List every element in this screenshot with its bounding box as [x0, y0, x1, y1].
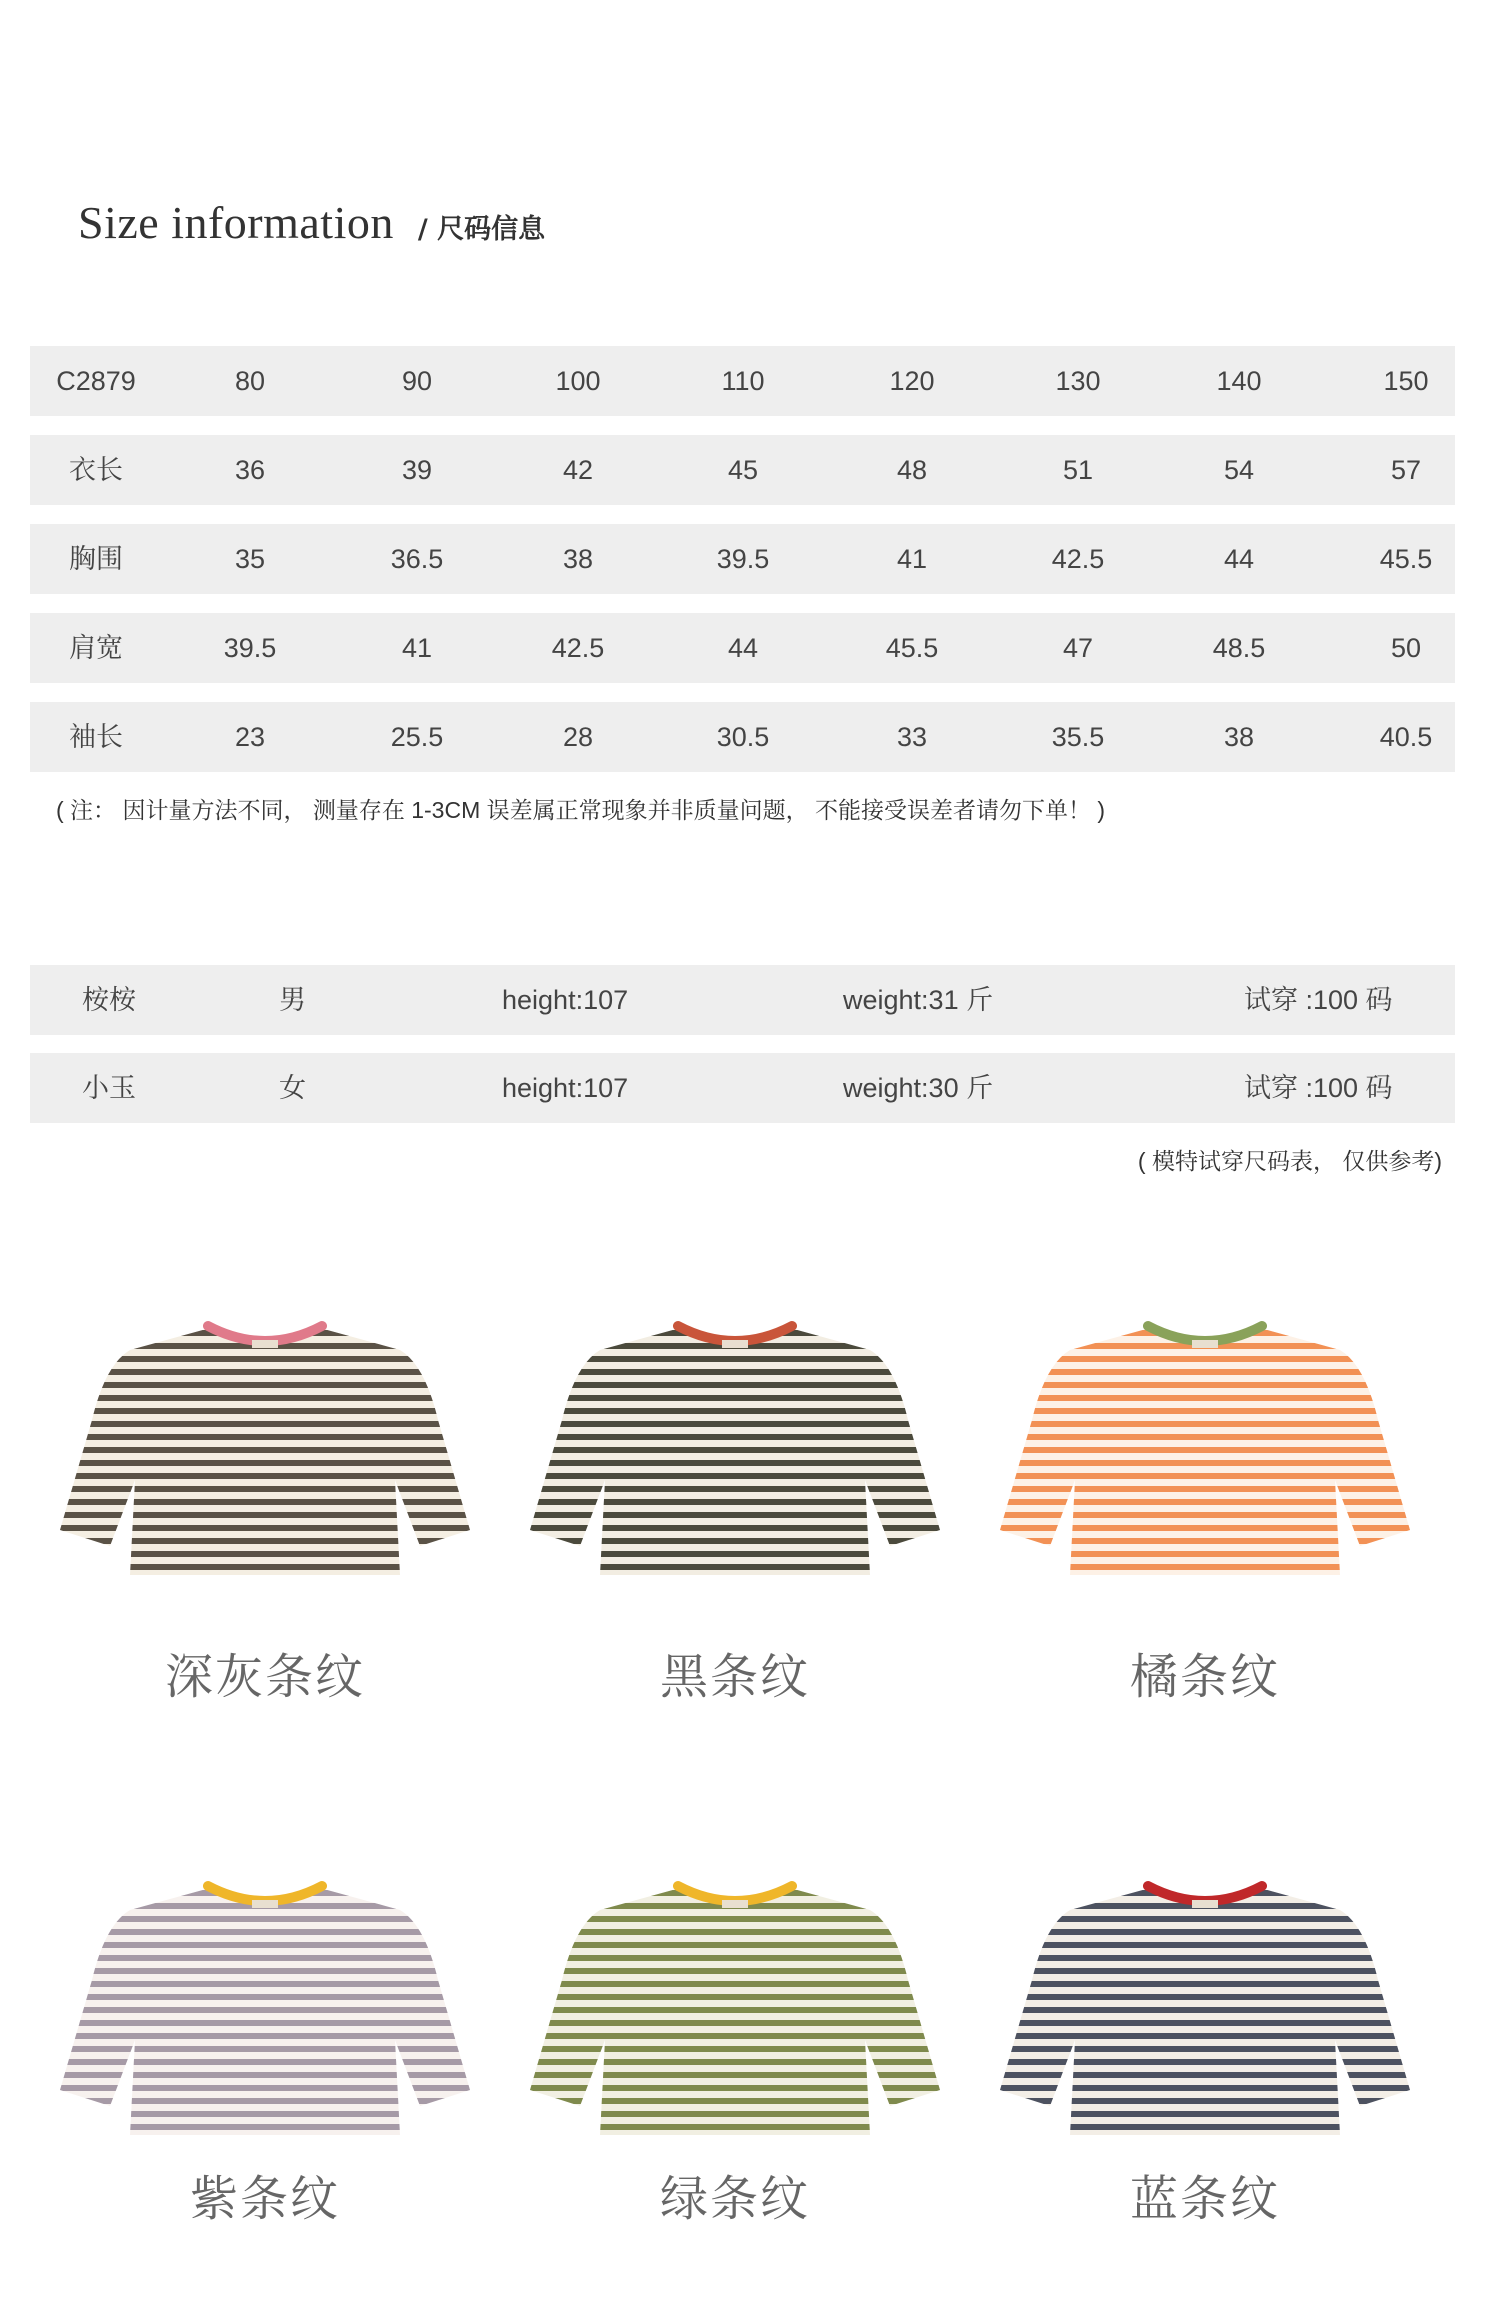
size-table-row — [30, 524, 1455, 594]
model-table-row — [30, 965, 1455, 1035]
size-cell: 50 — [1390, 633, 1422, 663]
product-card[interactable] — [970, 1870, 1440, 2227]
model-gender: 女 — [279, 1073, 306, 1103]
size-cell: 51 — [1062, 455, 1094, 485]
title-chinese: / 尺码信息 — [417, 214, 546, 245]
size-cell: 38 — [562, 544, 594, 574]
size-cell: 38 — [1223, 722, 1255, 752]
size-cell: 80 — [234, 366, 266, 396]
size-cell: 130 — [1055, 366, 1101, 396]
product-card[interactable] — [500, 1310, 970, 1705]
size-row-label: C2879 — [56, 366, 136, 396]
product-card[interactable] — [500, 1870, 970, 2227]
size-cell: 42.5 — [1051, 544, 1105, 574]
size-table-row — [30, 613, 1455, 683]
product-color-label: 绿条纹 — [659, 2171, 810, 2227]
size-cell: 42 — [562, 455, 594, 485]
size-table — [30, 346, 1455, 791]
model-height: height:107 — [502, 1073, 629, 1103]
model-table-row — [30, 1053, 1455, 1123]
size-row-label: 肩宽 — [69, 633, 123, 663]
size-cell: 90 — [401, 366, 433, 396]
size-cell: 120 — [889, 366, 935, 396]
size-row-label: 胸围 — [69, 544, 123, 574]
size-cell: 36.5 — [390, 544, 444, 574]
size-table-row — [30, 435, 1455, 505]
striped-shirt-image — [1000, 1310, 1410, 1600]
size-cell: 110 — [721, 366, 765, 396]
size-cell: 45 — [727, 455, 759, 485]
size-cell: 23 — [234, 722, 266, 752]
size-cell: 140 — [1216, 366, 1262, 396]
size-cell: 35.5 — [1051, 722, 1105, 752]
product-color-label: 橘条纹 — [1129, 1649, 1280, 1705]
size-cell: 39.5 — [716, 544, 770, 574]
size-row-label: 衣长 — [69, 455, 123, 485]
model-weight: weight:30 斤 — [843, 1073, 994, 1103]
size-cell: 25.5 — [390, 722, 444, 752]
model-fit: 试穿 :100 码 — [1244, 1073, 1393, 1103]
size-cell: 45.5 — [885, 633, 939, 663]
size-cell: 44 — [1223, 544, 1255, 574]
product-color-label: 蓝条纹 — [1129, 2171, 1280, 2227]
size-cell: 33 — [896, 722, 928, 752]
model-table — [30, 965, 1455, 1141]
size-cell: 36 — [234, 455, 266, 485]
size-cell: 47 — [1062, 633, 1094, 663]
size-row-label: 袖长 — [69, 722, 123, 752]
size-cell: 100 — [555, 366, 601, 396]
model-name: 桉桉 — [82, 985, 136, 1015]
product-color-label: 深灰条纹 — [164, 1649, 365, 1705]
size-cell: 30.5 — [716, 722, 770, 752]
model-name: 小玉 — [82, 1073, 136, 1103]
size-table-row — [30, 702, 1455, 772]
model-table-note: ( 模特试穿尺码表， 仅供参考) — [1137, 1148, 1442, 1174]
striped-shirt-image — [530, 1870, 940, 2160]
size-cell: 28 — [562, 722, 594, 752]
product-card[interactable] — [30, 1870, 500, 2227]
striped-shirt-image — [60, 1870, 470, 2160]
striped-shirt-image — [530, 1310, 940, 1600]
size-cell: 41 — [401, 633, 433, 663]
title-english: Size information — [78, 197, 394, 248]
model-fit: 试穿 :100 码 — [1244, 985, 1393, 1015]
size-cell: 39.5 — [223, 633, 277, 663]
product-color-label: 紫条纹 — [189, 2171, 340, 2227]
size-table-row — [30, 346, 1455, 416]
model-height: height:107 — [502, 985, 629, 1015]
size-cell: 35 — [234, 544, 266, 574]
size-cell: 48.5 — [1212, 633, 1266, 663]
product-card[interactable] — [30, 1310, 500, 1705]
size-cell: 54 — [1223, 455, 1255, 485]
size-cell: 44 — [727, 633, 759, 663]
model-weight: weight:31 斤 — [843, 985, 994, 1015]
size-cell: 57 — [1390, 455, 1422, 485]
size-cell: 45.5 — [1379, 544, 1433, 574]
size-cell: 150 — [1383, 366, 1429, 396]
size-cell: 40.5 — [1379, 722, 1433, 752]
size-cell: 39 — [401, 455, 433, 485]
size-table-note: ( 注： 因计量方法不同， 测量存在 1-3CM 误差属正常现象并非质量问题， 不能接受误差者请勿下单！ ) — [56, 797, 1106, 823]
product-color-label: 黑条纹 — [659, 1649, 810, 1705]
size-cell: 48 — [896, 455, 928, 485]
striped-shirt-image — [1000, 1870, 1410, 2160]
model-gender: 男 — [279, 985, 306, 1015]
product-card[interactable] — [970, 1310, 1440, 1705]
striped-shirt-image — [60, 1310, 470, 1600]
size-cell: 42.5 — [551, 633, 605, 663]
size-info-title — [78, 196, 545, 249]
size-cell: 41 — [896, 544, 928, 574]
